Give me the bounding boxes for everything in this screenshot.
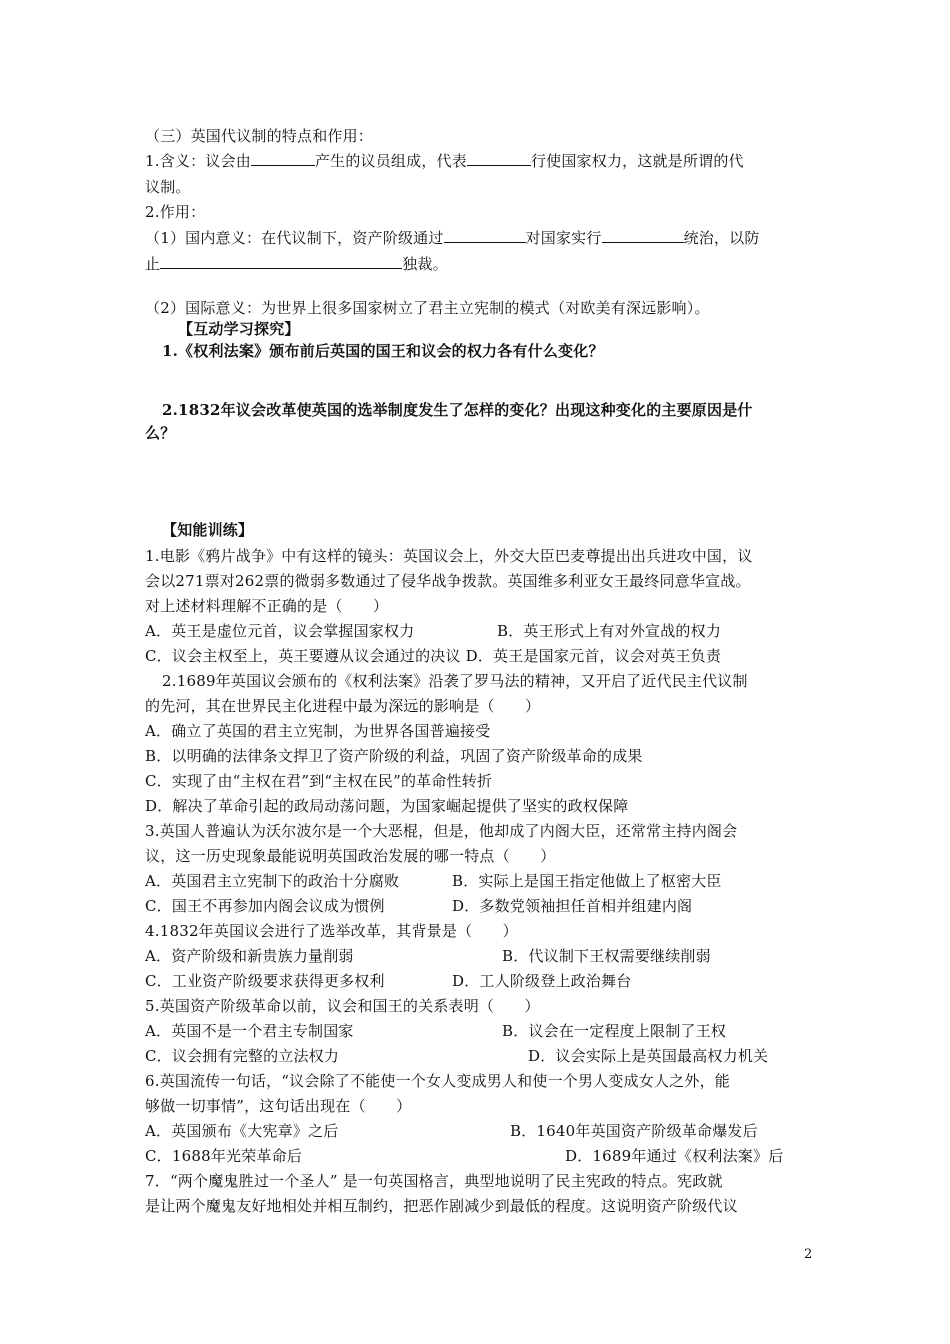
option-b[interactable]: B．议会在一定程度上限制了王权 xyxy=(502,1022,727,1040)
option-cd[interactable]: C．议会主权至上，英王要遵从议会通过的决议 D．英王是国家元首，议会对英王负责 xyxy=(145,647,722,665)
q5-options xyxy=(145,1021,810,1041)
explore-question-2: 2.1832年议会改革使英国的选举制度发生了怎样的变化？出现这种变化的主要原因是什 xyxy=(162,401,753,419)
fill-blank[interactable] xyxy=(444,228,526,243)
option-b[interactable]: B．实际上是国王指定他做上了枢密大臣 xyxy=(452,872,722,890)
effect-label: 2.作用： xyxy=(145,203,206,221)
q3-options xyxy=(145,871,810,891)
q7-text: 是让两个魔鬼友好地相处并相互制约，把恶作剧减少到最低的程度。这说明资产阶级代议 xyxy=(145,1197,738,1215)
option-b[interactable]: B．以明确的法律条文捍卫了资产阶级的利益，巩固了资产阶级革命的成果 xyxy=(145,747,643,765)
option-a[interactable]: A．确立了英国的君主立宪制，为世界各国普遍接受 xyxy=(145,722,491,740)
q3-text: 议，这一历史现象最能说明英国政治发展的哪一特点（ ） xyxy=(145,847,556,865)
domestic-line xyxy=(145,228,810,248)
fill-blank[interactable] xyxy=(602,228,684,243)
q5-options xyxy=(145,1046,810,1066)
option-d[interactable]: D．多数党领袖担任首相并组建内阁 xyxy=(452,897,693,915)
page-number: 2 xyxy=(804,1247,813,1262)
q1-text: 1.电影《鸦片战争》中有这样的镜头：英国议会上，外交大臣巴麦尊提出出兵进攻中国，议 xyxy=(145,547,753,565)
option-c[interactable]: C．1688年光荣革命后 xyxy=(145,1147,303,1165)
option-a[interactable]: A．英国君主立宪制下的政治十分腐败 xyxy=(145,872,400,890)
option-c[interactable]: C．工业资产阶级要求获得更多权利 xyxy=(145,972,385,990)
meaning-line-2: 议制。 xyxy=(145,178,191,196)
text: 对国家实行 xyxy=(525,229,602,247)
q3-options xyxy=(145,896,810,916)
option-c[interactable]: C．国王不再参加内阁会议成为惯例 xyxy=(145,897,385,915)
training-heading: 【知能训练】 xyxy=(162,521,254,539)
q5-text: 5.英国资产阶级革命以前，议会和国王的关系表明（ ） xyxy=(145,997,540,1015)
option-d[interactable]: D．1689年通过《权利法案》后 xyxy=(565,1147,784,1165)
fill-blank[interactable] xyxy=(251,151,315,166)
q1-text: 对上述材料理解不正确的是（ ） xyxy=(145,597,389,615)
domestic-line-2 xyxy=(145,254,810,274)
q4-options xyxy=(145,971,810,991)
fill-blank[interactable] xyxy=(160,254,402,269)
option-a[interactable]: A．英国颁布《大宪章》之后 xyxy=(145,1122,339,1140)
text: （1）国内意义：在代议制下，资产阶级通过 xyxy=(145,229,444,247)
intl-line: （2）国际意义：为世界上很多国家树立了君主立宪制的模式（对欧美有深远影响）。 xyxy=(145,299,710,317)
option-b[interactable]: B．英王形式上有对外宣战的权力 xyxy=(497,622,722,640)
option-c[interactable]: C．实现了由“主权在君”到“主权在民”的革命性转折 xyxy=(145,772,493,790)
fill-blank[interactable] xyxy=(467,151,531,166)
q6-text: 够做一切事情”，这句话出现在（ ） xyxy=(145,1097,412,1115)
text: 1.含义：议会由 xyxy=(145,152,251,170)
section-title: （三）英国代议制的特点和作用： xyxy=(145,127,374,145)
q2-text: 的先河，其在世界民主化进程中最为深远的影响是（ ） xyxy=(145,697,541,715)
q4-options xyxy=(145,946,810,966)
q2-text: 2.1689年英国议会颁布的《权利法案》沿袭了罗马法的精神，又开启了近代民主代议制 xyxy=(162,672,748,690)
text: 产生的议员组成，代表 xyxy=(314,152,467,170)
q6-text: 6.英国流传一句话，“议会除了不能使一个女人变成男人和使一个男人变成女人之外，能 xyxy=(145,1072,730,1090)
q4-text: 4.1832年英国议会进行了选举改革，其背景是（ ） xyxy=(145,922,518,940)
option-d[interactable]: D．议会实际上是英国最高权力机关 xyxy=(528,1047,769,1065)
text: 统治，以防 xyxy=(683,229,760,247)
explore-heading: 【互动学习探究】 xyxy=(178,320,300,338)
q6-options xyxy=(145,1121,810,1141)
option-a[interactable]: A．资产阶级和新贵族力量削弱 xyxy=(145,947,354,965)
option-d[interactable]: D．解决了革命引起的政局动荡问题，为国家崛起提供了坚实的政权保障 xyxy=(145,797,629,815)
text: 独裁。 xyxy=(402,255,448,273)
q7-text: 7．“两个魔鬼胜过一个圣人” 是一句英国格言，典型地说明了民主宪政的特点。宪政就 xyxy=(145,1172,723,1190)
explore-question-1: 1.《权利法案》颁布前后英国的国王和议会的权力各有什么变化？ xyxy=(162,342,604,360)
meaning-line xyxy=(145,151,810,171)
option-b[interactable]: B．1640年英国资产阶级革命爆发后 xyxy=(510,1122,758,1140)
option-a[interactable]: A．英王是虚位元首，议会掌握国家权力 xyxy=(145,622,415,640)
text: 止 xyxy=(145,255,161,273)
q6-options xyxy=(145,1146,810,1166)
option-d[interactable]: D．工人阶级登上政治舞台 xyxy=(452,972,632,990)
option-b[interactable]: B．代议制下王权需要继续削弱 xyxy=(502,947,711,965)
explore-question-2-cont: 么？ xyxy=(145,424,176,442)
q1-text: 会以271票对262票的微弱多数通过了侵华战争拨款。英国维多利亚女王最终同意华宣战。 xyxy=(145,572,751,590)
text: 行使国家权力，这就是所谓的代 xyxy=(530,152,744,170)
q1-options xyxy=(145,621,810,641)
option-a[interactable]: A．英国不是一个君主专制国家 xyxy=(145,1022,354,1040)
option-c[interactable]: C．议会拥有完整的立法权力 xyxy=(145,1047,340,1065)
q3-text: 3.英国人普遍认为沃尔波尔是一个大恶棍，但是，他却成了内阁大臣，还常常主持内阁会 xyxy=(145,822,738,840)
